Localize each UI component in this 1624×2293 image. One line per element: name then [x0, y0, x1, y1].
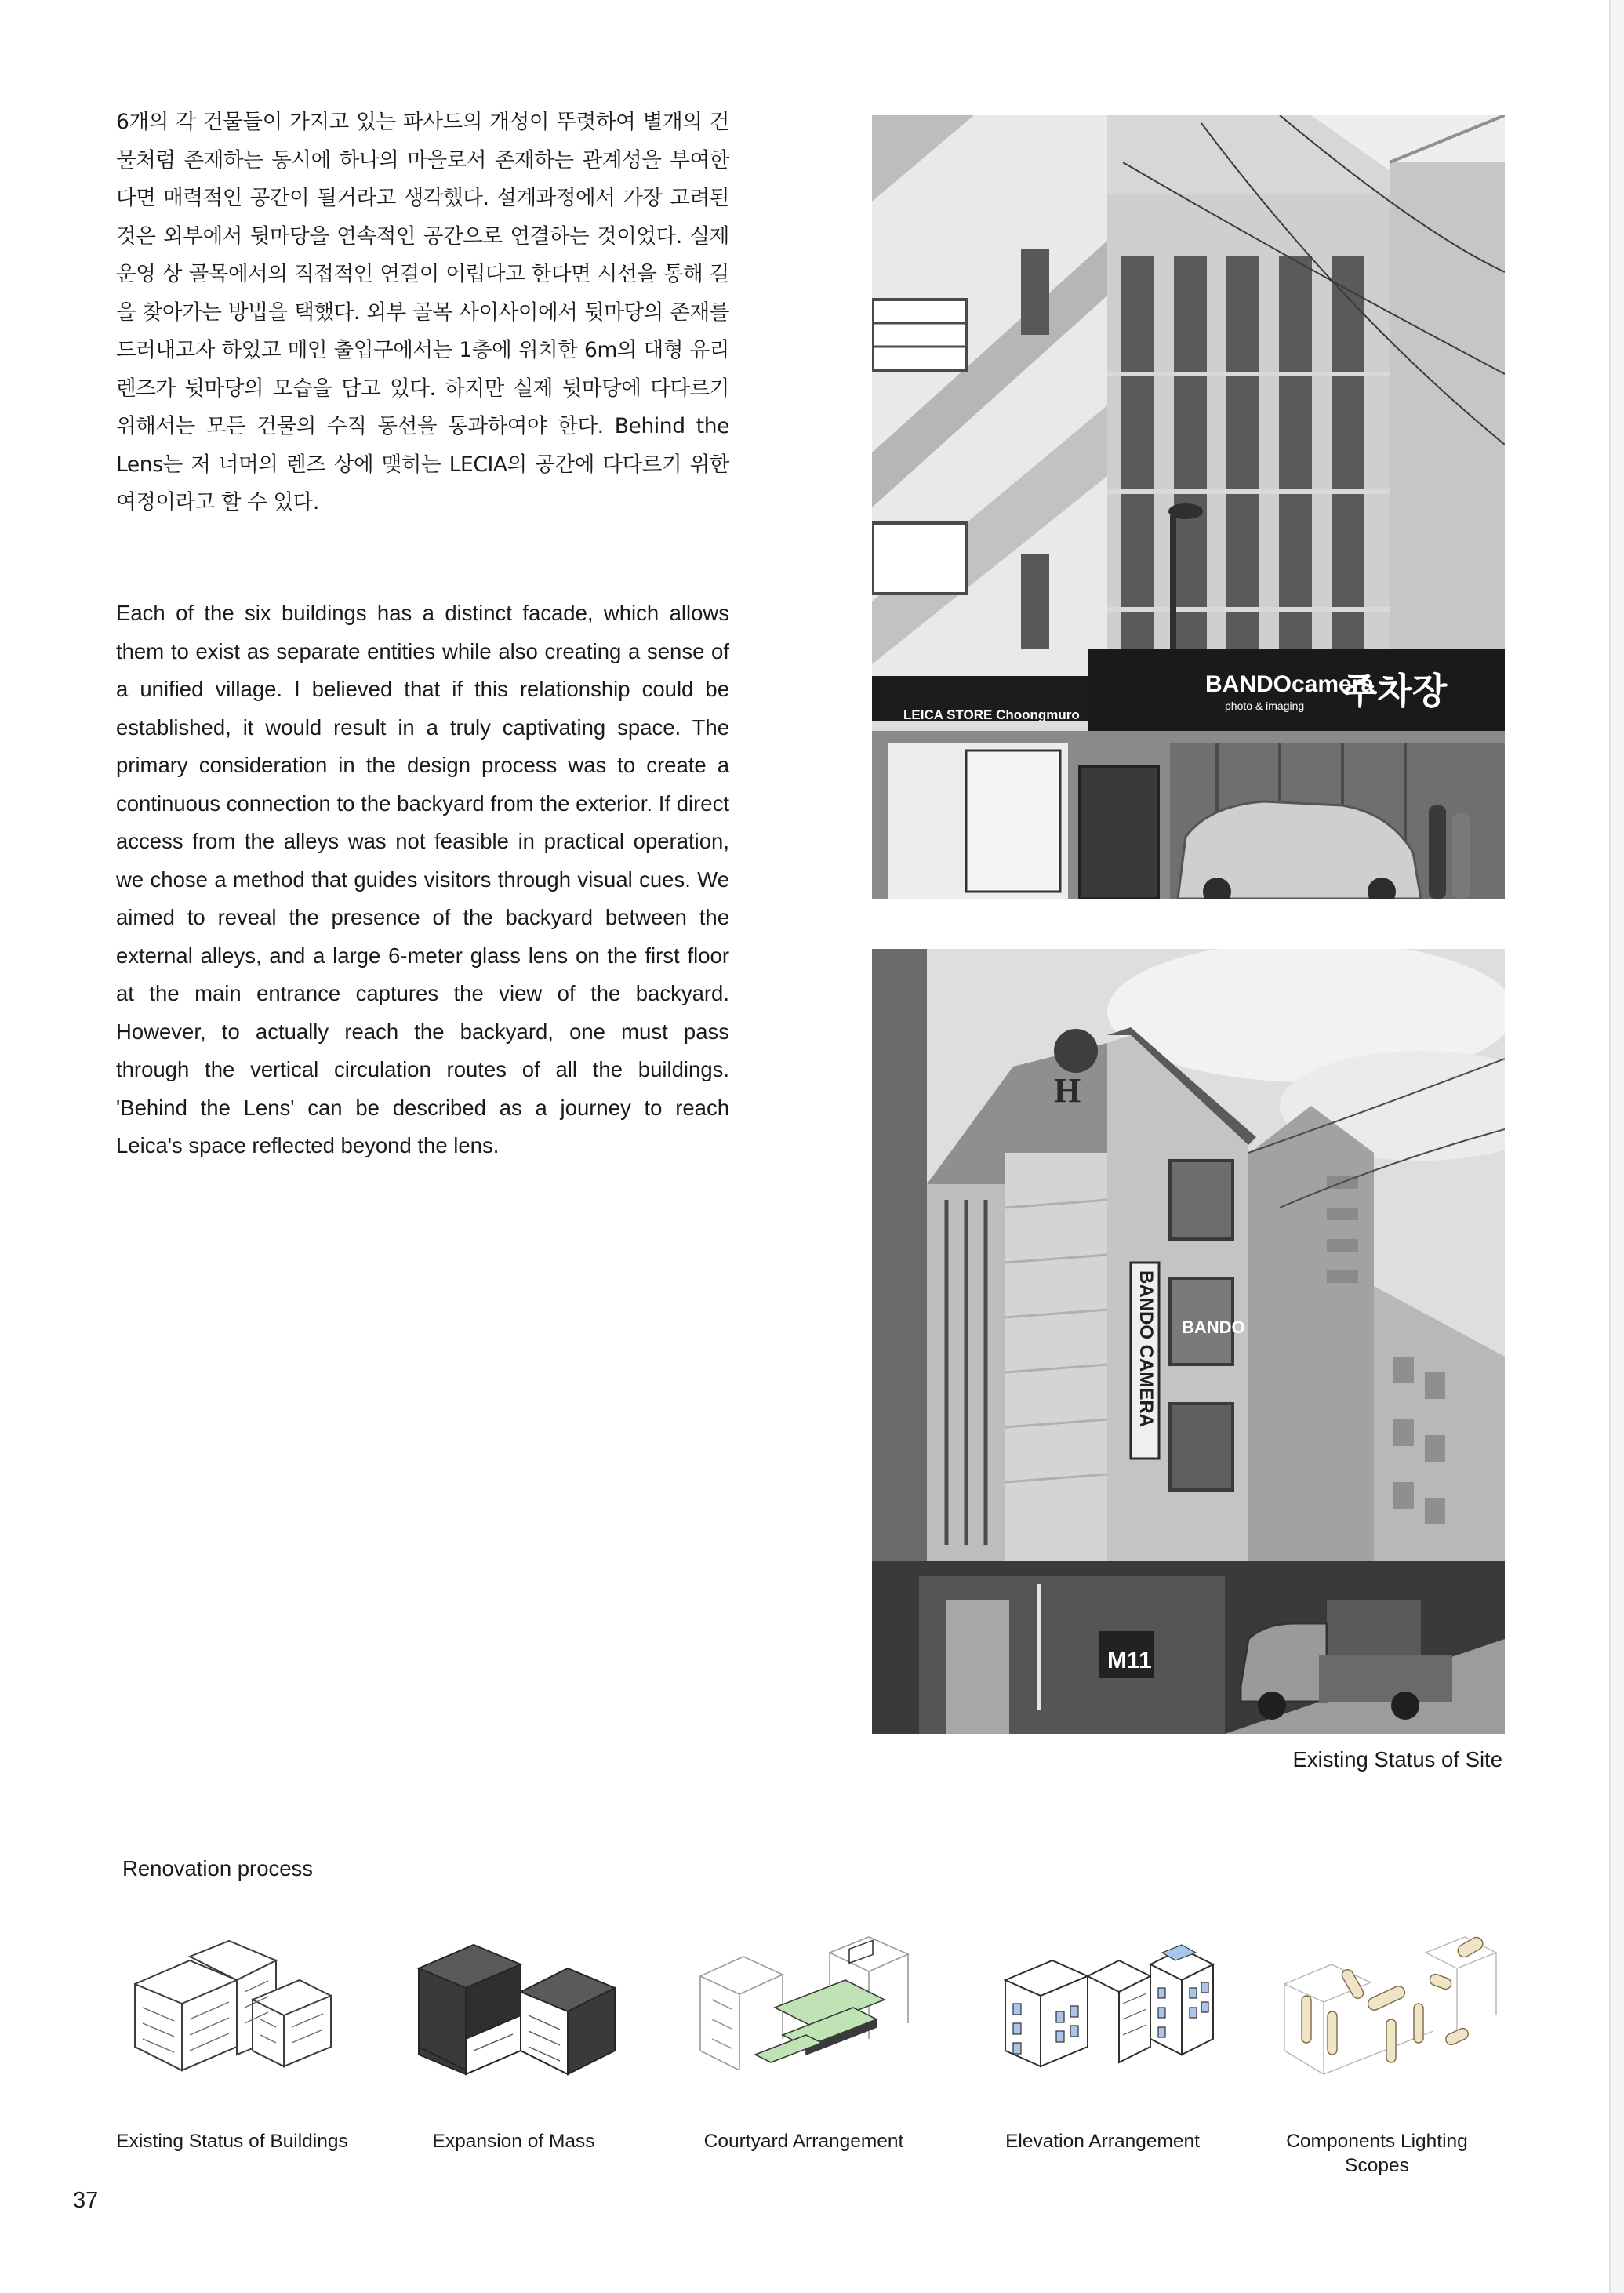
- step-elevation: [990, 1921, 1225, 2078]
- sign-bando-camera-vertical: BANDO CAMERA: [1135, 1270, 1157, 1427]
- step-label-expansion: Expansion of Mass: [432, 2131, 595, 2152]
- korean-paragraph: 6개의 각 건물들이 가지고 있는 파사드의 개성이 뚜렷하여 별개의 건물처럼 존재하는 동시에 하나의 마을로서 존재하는 관계성을 부여한다면 매력적인 공간이 될거라고 생각했다. 설계과정에서 가장 고려된 것은 외부에서 뒷마당을 연속적인 공간으로 연결하는 것이었다. 실제 운영 상 골목에서의 직접적인 연결이 어렵다고 한다면 시선을 통해 길을 찾아가는 방법을 택했다. 외부 골목 사이사이에서 뒷마당의 존재를 드러내고자 하였고 메인 출입구에서는 1층에 위치한 6m의 대형 유리렌즈가 뒷마당의 모습을 담고 있다. 하지만 실제 뒷마당에 다다르기 위해서는 모든 건물의 수직 동선을 통과하여야 한다. Behind the Lens는 저 너머의 렌즈 상에 맺히는 LECIA의 공간에 다다르기 위한 여정이라고 할 수 있다.: [116, 110, 729, 514]
- step-label-lighting: Components Lighting Scopes: [1286, 2131, 1468, 2176]
- page-edge: [1609, 0, 1624, 2293]
- step-courtyard: [688, 1921, 924, 2078]
- english-paragraph: Each of the six buildings has a distinct facade, which allows them to exist as separate entities while also creating a sense of a unified village. I believed that if this relationship could be established, it would result in a truly captivating space. The primary consideration in the design process was to create a continuous connection to the backyard from the exterior. If direct access from the alleys was not feasible in practical operation, we chose a method that guides visitors through visual cues. We aimed to reveal the presence of the backyard between the external alleys, and a large 6-meter glass lens on the first floor at the main entrance captures the view of the backyard. However, to actually reach the backyard, one must pass through the vertical circulation routes of all the buildings. 'Behind the Lens' can be described as a journey to reach Leica's space reflected beyond the lens.: [116, 601, 729, 1157]
- step-label-elevation: Elevation Arrangement: [1005, 2131, 1200, 2152]
- renovation-title: Renovation process: [122, 1856, 314, 1881]
- sign-bandocamera-sub: photo & imaging: [1225, 700, 1305, 712]
- elevation-diagram-icon: [994, 1921, 1221, 2078]
- site-photo-street: [872, 115, 1505, 899]
- site-photo-corner-building: [872, 949, 1505, 1734]
- sign-leica-store: LEICA STORE Choongmuro: [903, 707, 1080, 722]
- sign-m11: M11: [1107, 1648, 1152, 1673]
- lighting-scopes-diagram-icon: [1269, 1921, 1504, 2078]
- step-label-existing: Existing Status of Buildings: [116, 2131, 348, 2152]
- page-number: 37: [73, 2188, 99, 2213]
- sign-bando-panel: BANDO: [1182, 1317, 1245, 1337]
- sign-bandocamera: BANDOcamera: [1205, 671, 1375, 697]
- site-caption: Existing Status of Site: [1292, 1747, 1502, 1772]
- step-existing-buildings: [115, 1921, 351, 2078]
- sign-h-mark: H: [1054, 1071, 1081, 1110]
- courtyard-diagram-icon: [688, 1921, 924, 2078]
- sign-parking: 주차장: [1342, 670, 1448, 712]
- step-expansion-mass: [399, 1921, 634, 2078]
- existing-buildings-diagram-icon: [119, 1921, 347, 2078]
- expansion-mass-diagram-icon: [403, 1921, 630, 2078]
- step-label-courtyard: Courtyard Arrangement: [703, 2131, 904, 2152]
- step-lighting: [1269, 1921, 1504, 2078]
